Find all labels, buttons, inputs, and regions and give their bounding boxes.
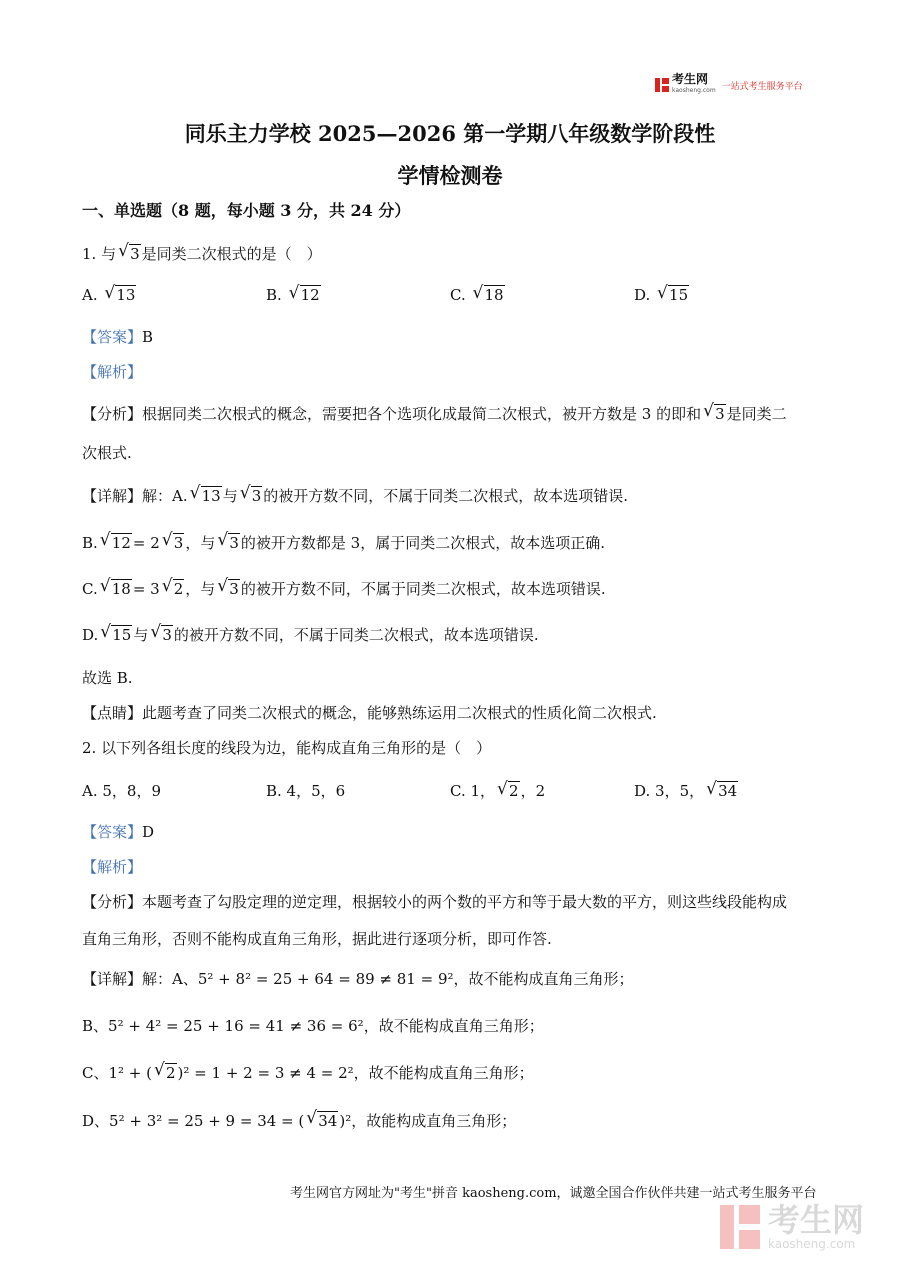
logo-icon	[655, 78, 669, 92]
q2-stem: 2. 以下列各组长度的线段为边，能构成直角三角形的是（ ）	[82, 739, 492, 757]
q2-option-c: C. 1， √ 2 ，2	[450, 779, 546, 800]
q1-stem: 1. 与 √ 3 是同类二次根式的是（ ）	[82, 241, 322, 263]
watermark-name: 考生网	[768, 1201, 865, 1239]
section-heading: 一、单选题（8 题，每小题 3 分，共 24 分）	[82, 201, 411, 220]
q2-detail-a: 【详解】解：A、5² + 8² = 25 + 64 = 89 ≠ 81 = 9²，故不能构成直角三角形；	[82, 970, 634, 988]
page-title-line1: 同乐主力学校 2025—2026 第一学期八年级数学阶段性	[184, 121, 716, 146]
q1-detail-c: C. √ 18 = 3 √ 2 ，与 √ 3 的被开方数不同，不属于同类二次根式，故本选项错误.	[82, 576, 606, 598]
q1-detail-d: D. √ 15 与 √ 3 的被开方数不同，不属于同类二次根式，故本选项错误.	[82, 622, 539, 644]
watermark-logo	[720, 1203, 864, 1251]
sqrt-expr: √ 3	[118, 241, 140, 263]
q1-dianjing: 【点睛】此题考查了同类二次根式的概念，能够熟练运用二次根式的性质化简二次根式.	[82, 704, 657, 722]
logo-slogan: 一站式考生服务平台	[721, 81, 803, 92]
footer-text: 考生网官方网址为"考生"拼音 kaosheng.com，诚邀全国合作伙伴共建一站式考生服务平台	[290, 1186, 817, 1201]
q2-answer: 【答案】D	[82, 823, 155, 841]
q1-analysis-tag: 【解析】	[82, 363, 143, 381]
q2-option-a: A. 5，8，9	[82, 782, 161, 800]
page-title-line2: 学情检测卷	[397, 163, 503, 188]
q1-fenxi-line2: 次根式.	[82, 444, 132, 462]
site-logo	[655, 74, 803, 96]
q2-option-d: D. 3，5， √ 34	[634, 779, 738, 800]
q1-fenxi-line1: 【分析】根据同类二次根式的概念，需要把各个选项化成最简二次根式，被开方数是 3 的即和 √ 3 是同类二	[82, 401, 787, 423]
logo-domain: kaosheng.com	[672, 87, 716, 94]
q2-fenxi-line2: 直角三角形，否则不能构成直角三角形，据此进行逐项分析，即可作答.	[82, 930, 552, 948]
q1-option-a: A. √ 13	[82, 283, 136, 304]
q2-detail-c: C、1² + ( √ 2 )² = 1 + 2 = 3 ≠ 4 = 2²，故不能构成直角三角形；	[82, 1060, 534, 1082]
q1-conclusion: 故选 B.	[82, 669, 133, 687]
watermark-icon	[720, 1205, 760, 1249]
q2-option-b: B. 4，5，6	[266, 782, 346, 800]
q1-answer: 【答案】B	[82, 328, 154, 346]
q2-detail-d: D、5² + 3² = 25 + 9 = 34 = ( √ 34 )²，故能构成直角三角形；	[82, 1108, 517, 1130]
q2-detail-b: B、5² + 4² = 25 + 16 = 41 ≠ 36 = 6²，故不能构成直角三角形；	[82, 1017, 544, 1035]
q1-detail-a: 【详解】解：A. √ 13 与 √ 3 的被开方数不同，不属于同类二次根式，故本选项错误.	[82, 483, 629, 505]
q2-analysis-tag: 【解析】	[82, 858, 143, 876]
q1-detail-b: B. √ 12 = 2 √ 3 ，与 √ 3 的被开方数都是 3，属于同类二次根式，故本选项正确.	[82, 530, 605, 552]
q2-fenxi-line1: 【分析】本题考查了勾股定理的逆定理，根据较小的两个数的平方和等于最大数的平方，则这些线段能构成	[82, 893, 788, 911]
q1-option-c: C. √ 18	[450, 283, 504, 304]
q1-option-b: B. √ 12	[266, 283, 320, 304]
watermark-domain: kaosheng.com	[768, 1237, 856, 1251]
logo-name: 考生网 kaosheng.com	[672, 72, 716, 94]
q1-option-d: D. √ 15	[634, 283, 689, 304]
